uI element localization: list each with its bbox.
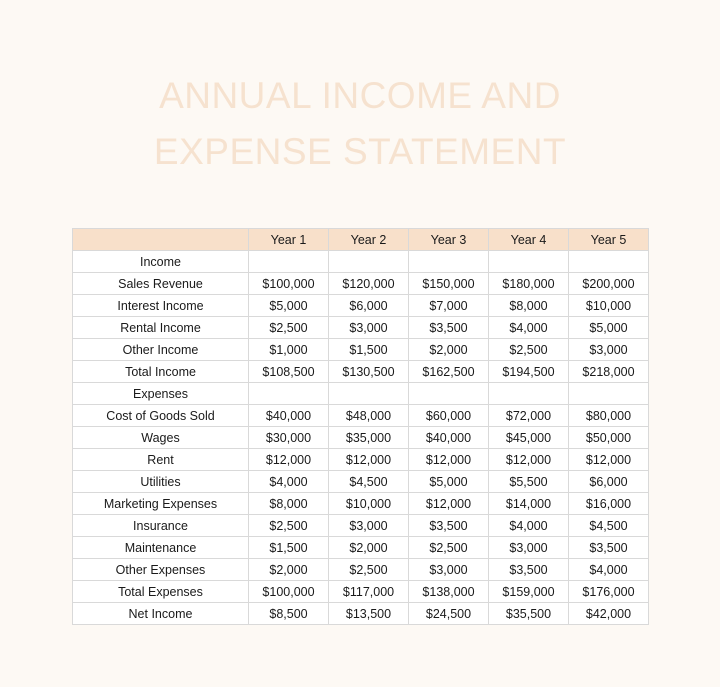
row-value-cell: $2,000 [409,339,489,361]
column-header-year-2: Year 2 [329,229,409,251]
row-value-cell: $12,000 [489,449,569,471]
row-label: Rent [73,449,249,471]
page-title-line-1: ANNUAL INCOME AND [159,75,561,116]
table-row [73,449,649,471]
table-row [73,537,649,559]
column-header-year-4: Year 4 [489,229,569,251]
row-label: Other Expenses [73,559,249,581]
row-value-cell: $14,000 [489,493,569,515]
section-empty-cell [569,251,649,273]
net-income-value-cell: $24,500 [409,603,489,625]
section-empty-cell [409,251,489,273]
row-value-cell: $3,000 [569,339,649,361]
row-value-cell: $150,000 [409,273,489,295]
row-value-cell: $4,500 [329,471,409,493]
row-value-cell: $4,000 [569,559,649,581]
section-label: Income [73,251,249,273]
row-value-cell: $3,000 [329,515,409,537]
row-value-cell: $4,000 [249,471,329,493]
table-corner-cell [73,229,249,251]
net-income-value-cell: $13,500 [329,603,409,625]
row-value-cell: $3,000 [329,317,409,339]
row-value-cell: $1,500 [329,339,409,361]
row-value-cell: $2,500 [249,515,329,537]
row-value-cell: $40,000 [249,405,329,427]
row-value-cell: $8,000 [489,295,569,317]
table-row [73,339,649,361]
row-value-cell: $45,000 [489,427,569,449]
row-value-cell: $108,500 [249,361,329,383]
row-value-cell: $120,000 [329,273,409,295]
row-value-cell: $3,000 [409,559,489,581]
table-header-row [73,229,649,251]
row-value-cell: $30,000 [249,427,329,449]
row-value-cell: $72,000 [489,405,569,427]
row-value-cell: $2,500 [409,537,489,559]
row-value-cell: $2,500 [249,317,329,339]
row-value-cell: $3,500 [409,317,489,339]
row-value-cell: $194,500 [489,361,569,383]
row-label: Cost of Goods Sold [73,405,249,427]
row-value-cell: $3,000 [489,537,569,559]
page-title [0,0,720,180]
section-label: Expenses [73,383,249,405]
row-value-cell: $16,000 [569,493,649,515]
table-row [73,515,649,537]
row-value-cell: $100,000 [249,581,329,603]
section-header-row [73,383,649,405]
row-value-cell: $2,000 [249,559,329,581]
row-value-cell: $2,000 [329,537,409,559]
row-label: Marketing Expenses [73,493,249,515]
table-row [73,581,649,603]
net-income-row [73,603,649,625]
table-row [73,427,649,449]
row-value-cell: $10,000 [569,295,649,317]
row-label: Wages [73,427,249,449]
row-value-cell: $5,500 [489,471,569,493]
table-row [73,559,649,581]
row-label: Interest Income [73,295,249,317]
row-value-cell: $80,000 [569,405,649,427]
row-value-cell: $4,000 [489,515,569,537]
section-header-row [73,251,649,273]
column-header-year-3: Year 3 [409,229,489,251]
row-value-cell: $117,000 [329,581,409,603]
row-label: Maintenance [73,537,249,559]
row-value-cell: $2,500 [489,339,569,361]
row-value-cell: $138,000 [409,581,489,603]
row-value-cell: $12,000 [329,449,409,471]
row-value-cell: $10,000 [329,493,409,515]
row-value-cell: $218,000 [569,361,649,383]
table-row [73,493,649,515]
row-value-cell: $48,000 [329,405,409,427]
row-label: Total Income [73,361,249,383]
row-value-cell: $60,000 [409,405,489,427]
row-value-cell: $3,500 [489,559,569,581]
row-value-cell: $100,000 [249,273,329,295]
row-value-cell: $1,500 [249,537,329,559]
table-row [73,273,649,295]
row-value-cell: $12,000 [409,449,489,471]
row-value-cell: $5,000 [569,317,649,339]
row-value-cell: $3,500 [409,515,489,537]
statement-sheet [72,228,648,625]
net-income-value-cell: $35,500 [489,603,569,625]
row-value-cell: $130,500 [329,361,409,383]
row-label: Other Income [73,339,249,361]
net-income-value-cell: $8,500 [249,603,329,625]
row-value-cell: $7,000 [409,295,489,317]
section-empty-cell [489,383,569,405]
row-value-cell: $2,500 [329,559,409,581]
row-label: Total Expenses [73,581,249,603]
row-value-cell: $3,500 [569,537,649,559]
row-value-cell: $1,000 [249,339,329,361]
column-header-year-5: Year 5 [569,229,649,251]
table-row [73,295,649,317]
row-label: Sales Revenue [73,273,249,295]
row-value-cell: $12,000 [409,493,489,515]
section-empty-cell [249,251,329,273]
row-value-cell: $6,000 [329,295,409,317]
row-value-cell: $162,500 [409,361,489,383]
row-value-cell: $40,000 [409,427,489,449]
row-value-cell: $35,000 [329,427,409,449]
table-row [73,405,649,427]
row-value-cell: $8,000 [249,493,329,515]
net-income-label: Net Income [73,603,249,625]
row-value-cell: $159,000 [489,581,569,603]
section-empty-cell [329,251,409,273]
row-label: Utilities [73,471,249,493]
row-value-cell: $180,000 [489,273,569,295]
table-row [73,317,649,339]
section-empty-cell [569,383,649,405]
section-empty-cell [489,251,569,273]
net-income-value-cell: $42,000 [569,603,649,625]
row-value-cell: $200,000 [569,273,649,295]
page-title-line-2: EXPENSE STATEMENT [153,131,567,172]
row-value-cell: $6,000 [569,471,649,493]
section-empty-cell [249,383,329,405]
row-label: Rental Income [73,317,249,339]
row-value-cell: $4,500 [569,515,649,537]
section-empty-cell [409,383,489,405]
section-empty-cell [329,383,409,405]
income-expense-table [72,228,649,625]
row-value-cell: $50,000 [569,427,649,449]
column-header-year-1: Year 1 [249,229,329,251]
row-value-cell: $12,000 [249,449,329,471]
row-value-cell: $5,000 [249,295,329,317]
table-row [73,361,649,383]
row-value-cell: $4,000 [489,317,569,339]
row-value-cell: $12,000 [569,449,649,471]
table-row [73,471,649,493]
row-value-cell: $5,000 [409,471,489,493]
row-value-cell: $176,000 [569,581,649,603]
row-label: Insurance [73,515,249,537]
